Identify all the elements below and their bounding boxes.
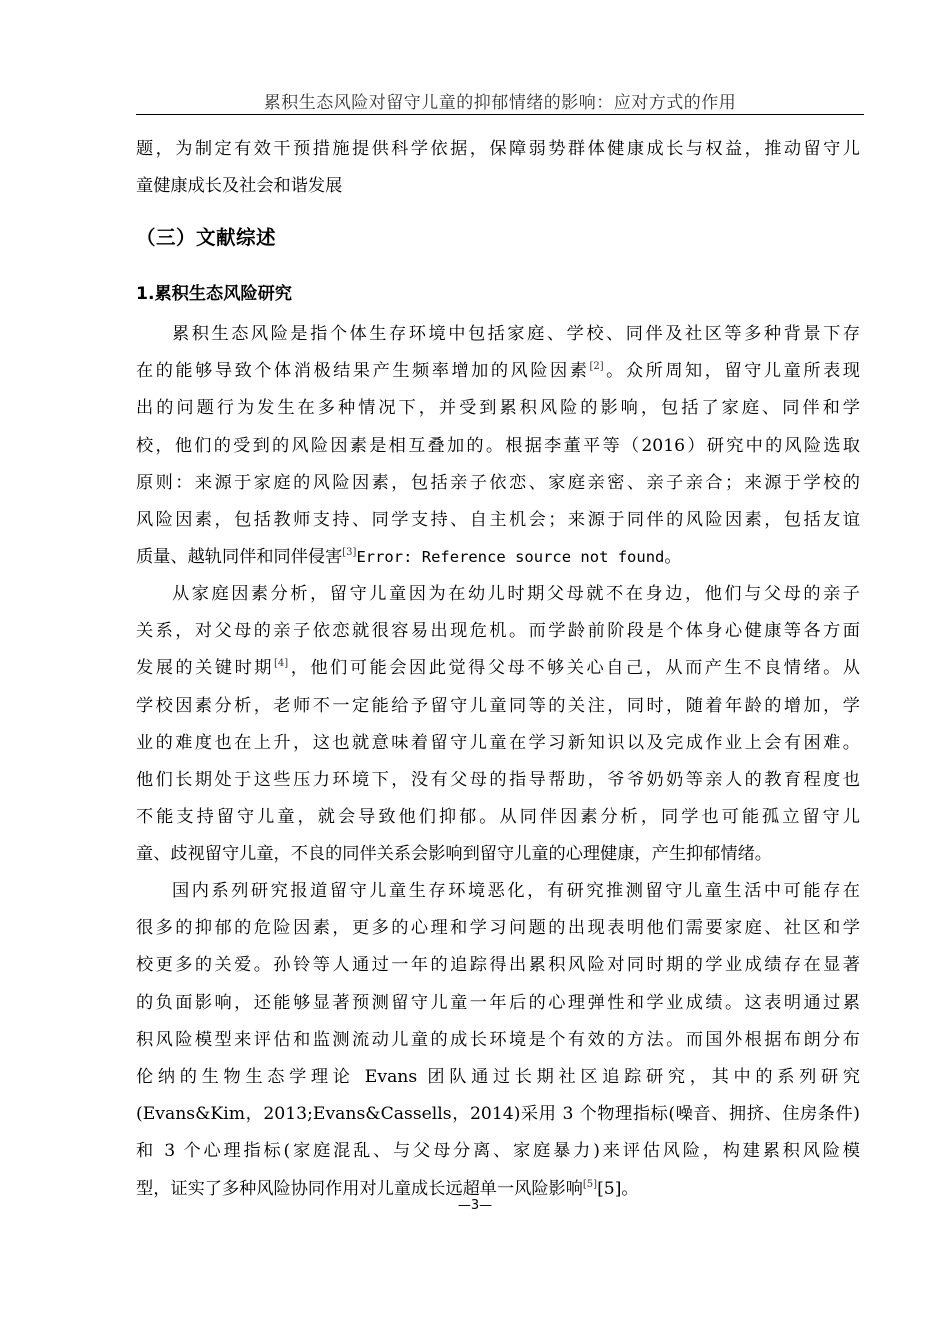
text-line: 童、歧视留守儿童，不良的同伴关系会影响到留守儿童的心理健康，产生抑郁情绪。 — [136, 844, 772, 865]
text-line: 不能支持留守儿童，就会导致他们抑郁。从同伴因素分析，同学也可能孤立留守儿 — [136, 807, 860, 828]
text-line: 很多的抑郁的危险因素，更多的心理和学习问题的出现表明他们需要家庭、社区和学 — [136, 918, 860, 939]
paragraph-1 — [136, 316, 860, 576]
text-line: 国内系列研究报道留守儿童生存环境恶化，有研究推测留守儿童生活中可能存在 — [172, 881, 860, 901]
text-span: 。众所周知，留守儿童所表现 — [603, 361, 860, 382]
text-line: 伦纳的生物生态学理论 Evans 团队通过长期社区追踪研究，其中的系列研究 — [136, 1067, 860, 1088]
text-line — [136, 353, 860, 390]
text-line: 从家庭因素分析，留守儿童因为在幼儿时期父母就不在身边，他们与父母的亲子 — [172, 584, 860, 604]
citation-ref: [2] — [589, 361, 604, 373]
text-line: 和 3 个心理指标(家庭混乱、与父母分离、家庭暴力)来评估风险，构建累积风险模 — [136, 1141, 860, 1162]
text-line: 他们长期处于这些压力环境下，没有父母的指导帮助，爷爷奶奶等亲人的教育程度也 — [136, 770, 860, 791]
text-span: 。 — [664, 547, 682, 568]
text-span: [5]。 — [597, 1178, 639, 1199]
text-line: 关系，对父母的亲子依恋就很容易出现危机。而学龄前阶段是个体身心健康等各方面 — [136, 621, 860, 642]
text-line: (Evans&Kim，2013;Evans&Cassells，2014)采用 3 个物理指标(噪音、拥挤、住房条件) — [136, 1104, 860, 1125]
paragraph-3 — [136, 873, 860, 1208]
text-line — [136, 650, 860, 687]
citation-ref: [4] — [274, 658, 289, 670]
subsection-heading: 1.累积生态风险研究 — [136, 284, 292, 304]
text-line: 学校因素分析，老师不一定能给予留守儿童同等的关注，同时，随着年龄的增加，学 — [136, 695, 860, 716]
text-line: 累积生态风险是指个体生存环境中包括家庭、学校、同伴及社区等多种背景下存 — [172, 324, 860, 344]
text-span: 型，证实了多种风险协同作用对儿童成长远超单一风险影响 — [136, 1178, 583, 1199]
text-line: 积风险模型来评估和监测流动儿童的成长环境是个有效的方法。而国外根据布朗分布 — [136, 1029, 860, 1050]
paragraph-continuation — [136, 131, 860, 205]
section-heading: （三）文献综述 — [136, 226, 277, 249]
paragraph-2 — [136, 576, 860, 874]
text-line — [136, 539, 860, 576]
text-span: 质量、越轨同伴和同伴侵害 — [136, 547, 343, 568]
text-span: 在的能够导致个体消极结果产生频率增加的风险因素 — [136, 361, 590, 382]
running-header: 累积生态风险对留守儿童的抑郁情绪的影响：应对方式的作用 — [263, 93, 737, 113]
text-line: 业的难度也在上升，这也就意味着留守儿童在学习新知识以及完成作业上会有困难。 — [136, 732, 860, 753]
header-rule — [136, 114, 864, 115]
text-line: 校更多的关爱。孙铃等人通过一年的追踪得出累积风险对同时期的学业成绩存在显著 — [136, 955, 860, 976]
text-line: 风险因素，包括教师支持、同学支持、自主机会；来源于同伴的风险因素，包括友谊 — [136, 510, 860, 531]
text-span: 发展的关键时期 — [136, 658, 275, 679]
text-line: 童健康成长及社会和谐发展 — [136, 176, 343, 197]
citation-ref: [5] — [582, 1178, 598, 1190]
reference-error: Error: Reference source not found — [356, 548, 665, 567]
citation-ref: [3] — [342, 547, 357, 559]
text-line: 出的问题行为发生在多种情况下，并受到累积风险的影响，包括了家庭、同伴和学 — [136, 398, 860, 419]
text-span: ，他们可能会因此觉得父母不够关心自己，从而产生不良情绪。从 — [288, 658, 860, 679]
text-line: 原则：来源于家庭的风险因素，包括亲子依恋、家庭亲密、亲子亲合；来源于学校的 — [136, 472, 860, 493]
text-line: 题，为制定有效干预措施提供科学依据，保障弱势群体健康成长与权益，推动留守儿 — [136, 139, 860, 159]
text-line: 的负面影响，还能够显著预测留守儿童一年后的心理弹性和学业成绩。这表明通过累 — [136, 992, 860, 1013]
text-line: 校，他们的受到的风险因素是相互叠加的。根据李董平等（2016）研究中的风险选取 — [136, 435, 860, 456]
page-number: —3— — [457, 1198, 493, 1213]
